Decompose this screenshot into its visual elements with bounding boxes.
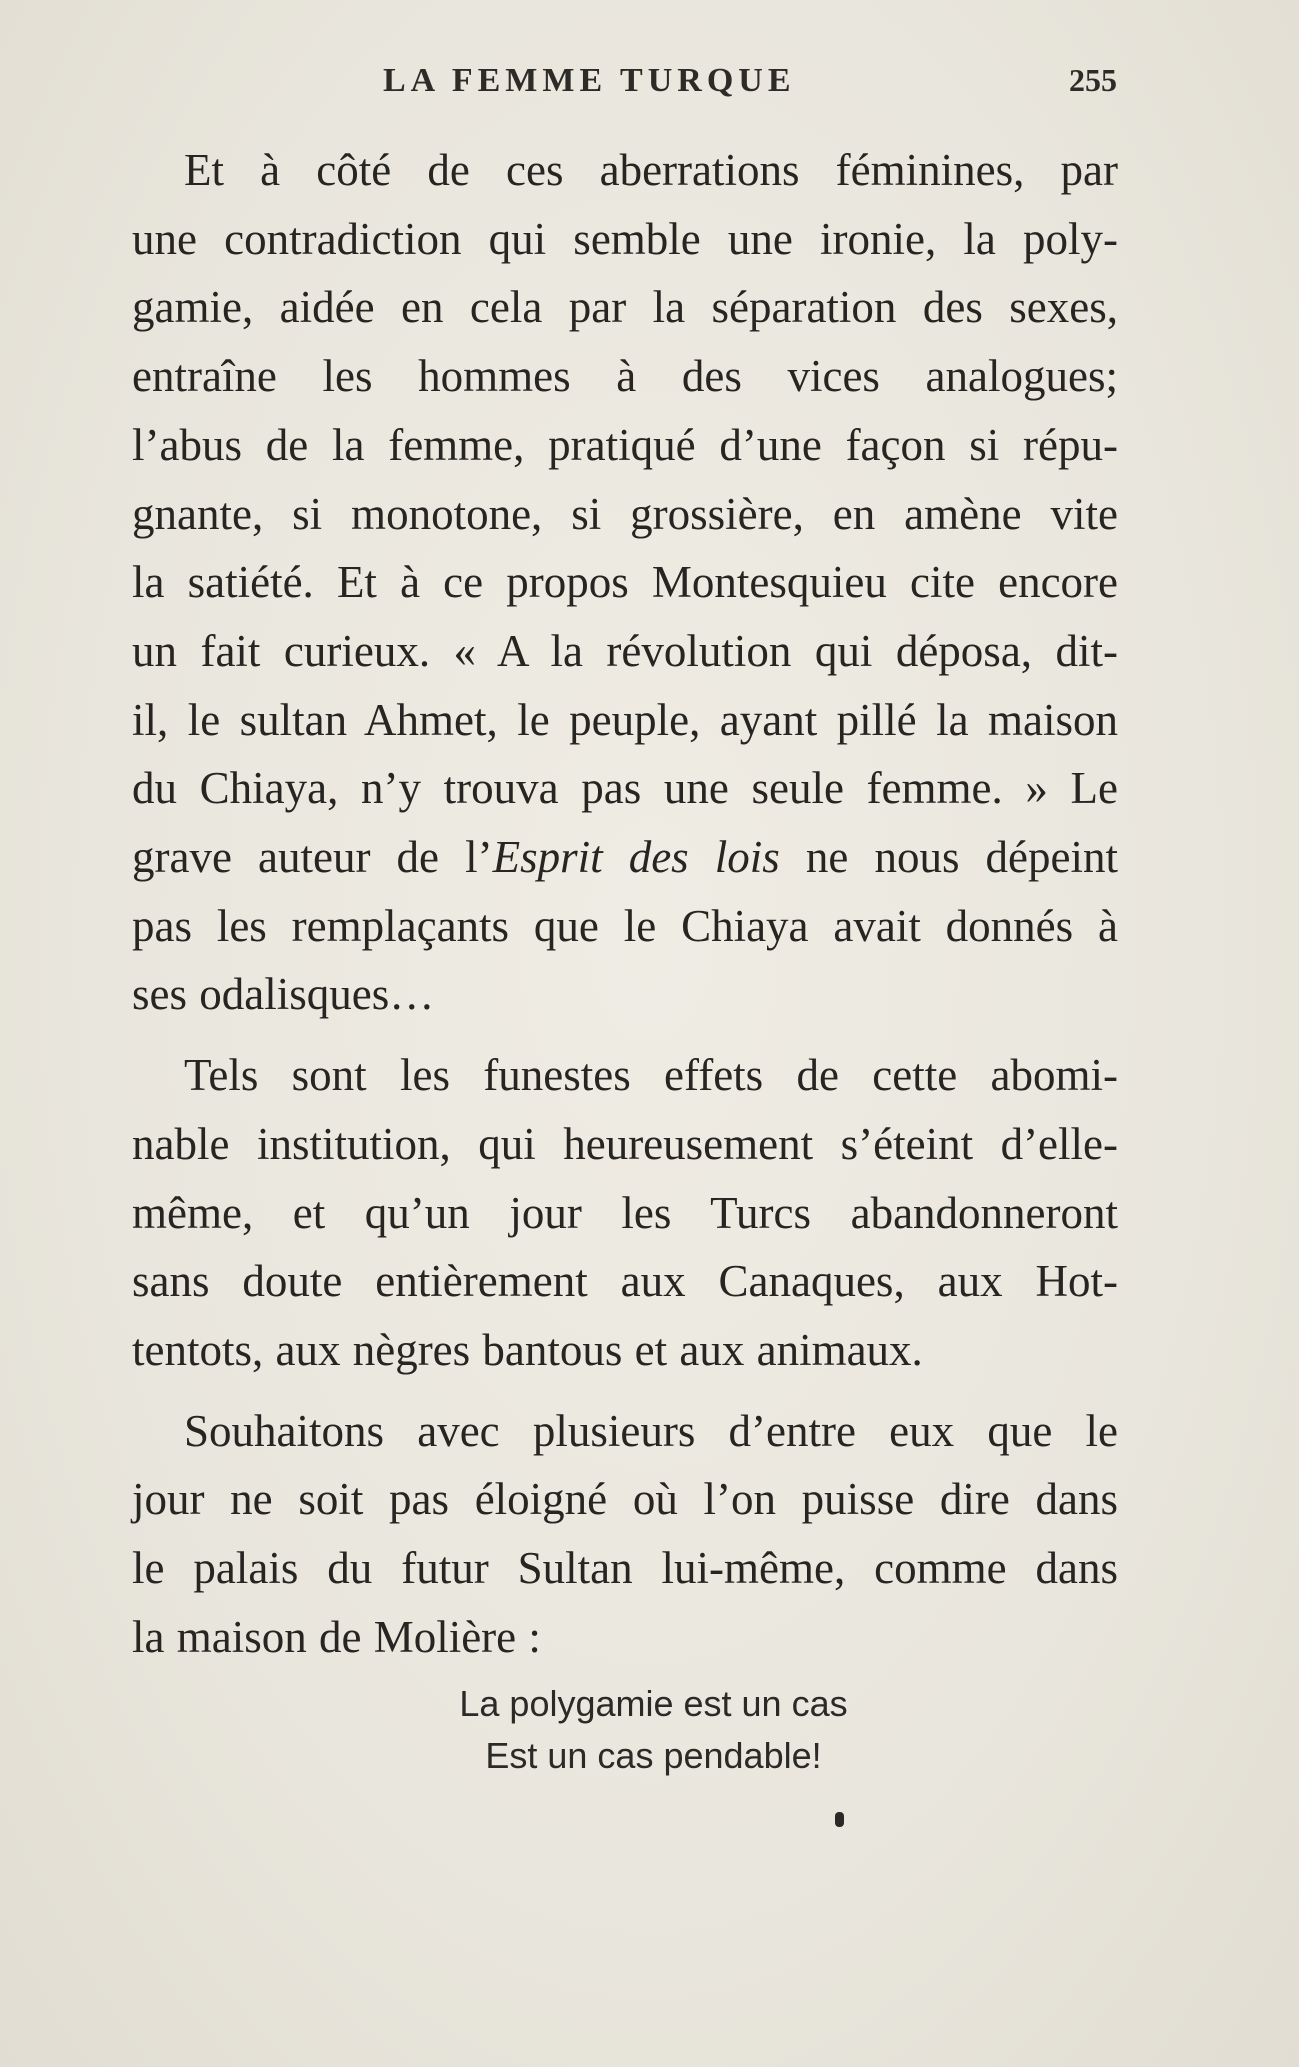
text-fragment: ne nous dépeint [779,832,1118,883]
page-number: 255 [1069,62,1117,98]
text-line: tentots, aux nègres bantous et aux animaux. [132,1324,923,1375]
verse-line: Est un cas pendable! [485,1735,822,1776]
text-line: gamie, aidée en cela par la séparation des sexes, [132,282,1118,333]
text-line: du Chiaya, n’y trouva pas une seule femme. » Le [132,763,1118,814]
text-line: l’abus de la femme, pratiqué d’une façon si répu- [132,419,1118,470]
paragraph-1 [80,136,1118,1029]
text-line: le palais du futur Sultan lui-même, comme dans [132,1543,1118,1594]
text-line: pas les remplaçants que le Chiaya avait donnés à [132,900,1118,951]
text-line-with-title [80,823,1118,892]
text-line: gnante, si monotone, si grossière, en amène vite [132,488,1118,539]
running-title: LA FEMME TURQUE [383,62,796,99]
text-line: même, et qu’un jour les Turcs abandonneront [132,1187,1118,1238]
paragraph-3 [80,1397,1118,1672]
text-line: il, le sultan Ahmet, le peuple, ayant pillé la maison [132,694,1118,745]
text-line: une contradiction qui semble une ironie, la poly- [132,213,1118,264]
text-line: entraîne les hommes à des vices analogues; [132,351,1118,402]
verse-line: La polygamie est un cas [459,1683,848,1724]
printer-mark [835,1812,844,1827]
paragraph-2 [80,1041,1118,1385]
text-line: Souhaitons avec plusieurs d’entre eux que le [184,1405,1118,1456]
text-line: jour ne soit pas éloigné où l’on puisse dire dans [132,1474,1118,1525]
book-title: Esprit des lois [492,832,780,883]
text-line: un fait curieux. « A la révolution qui déposa, dit- [132,625,1118,676]
text-line: la maison de Molière : [132,1611,541,1662]
text-line: Tels sont les funestes effets de cette abomi- [184,1050,1118,1101]
body-text [80,136,1118,1671]
running-header [85,62,1117,112]
text-line: la satiété. Et à ce propos Montesquieu cite encore [132,557,1118,608]
text-line: sans doute entièrement aux Canaques, aux Hot- [132,1256,1118,1307]
text-fragment: grave auteur de l’ [132,832,493,883]
verse-quote [0,1678,1299,1782]
text-line: nable institution, qui heureusement s’éteint d’elle- [132,1118,1118,1169]
text-line: Et à côté de ces aberrations féminines, par [184,145,1118,195]
text-line: ses odalisques… [132,969,435,1020]
